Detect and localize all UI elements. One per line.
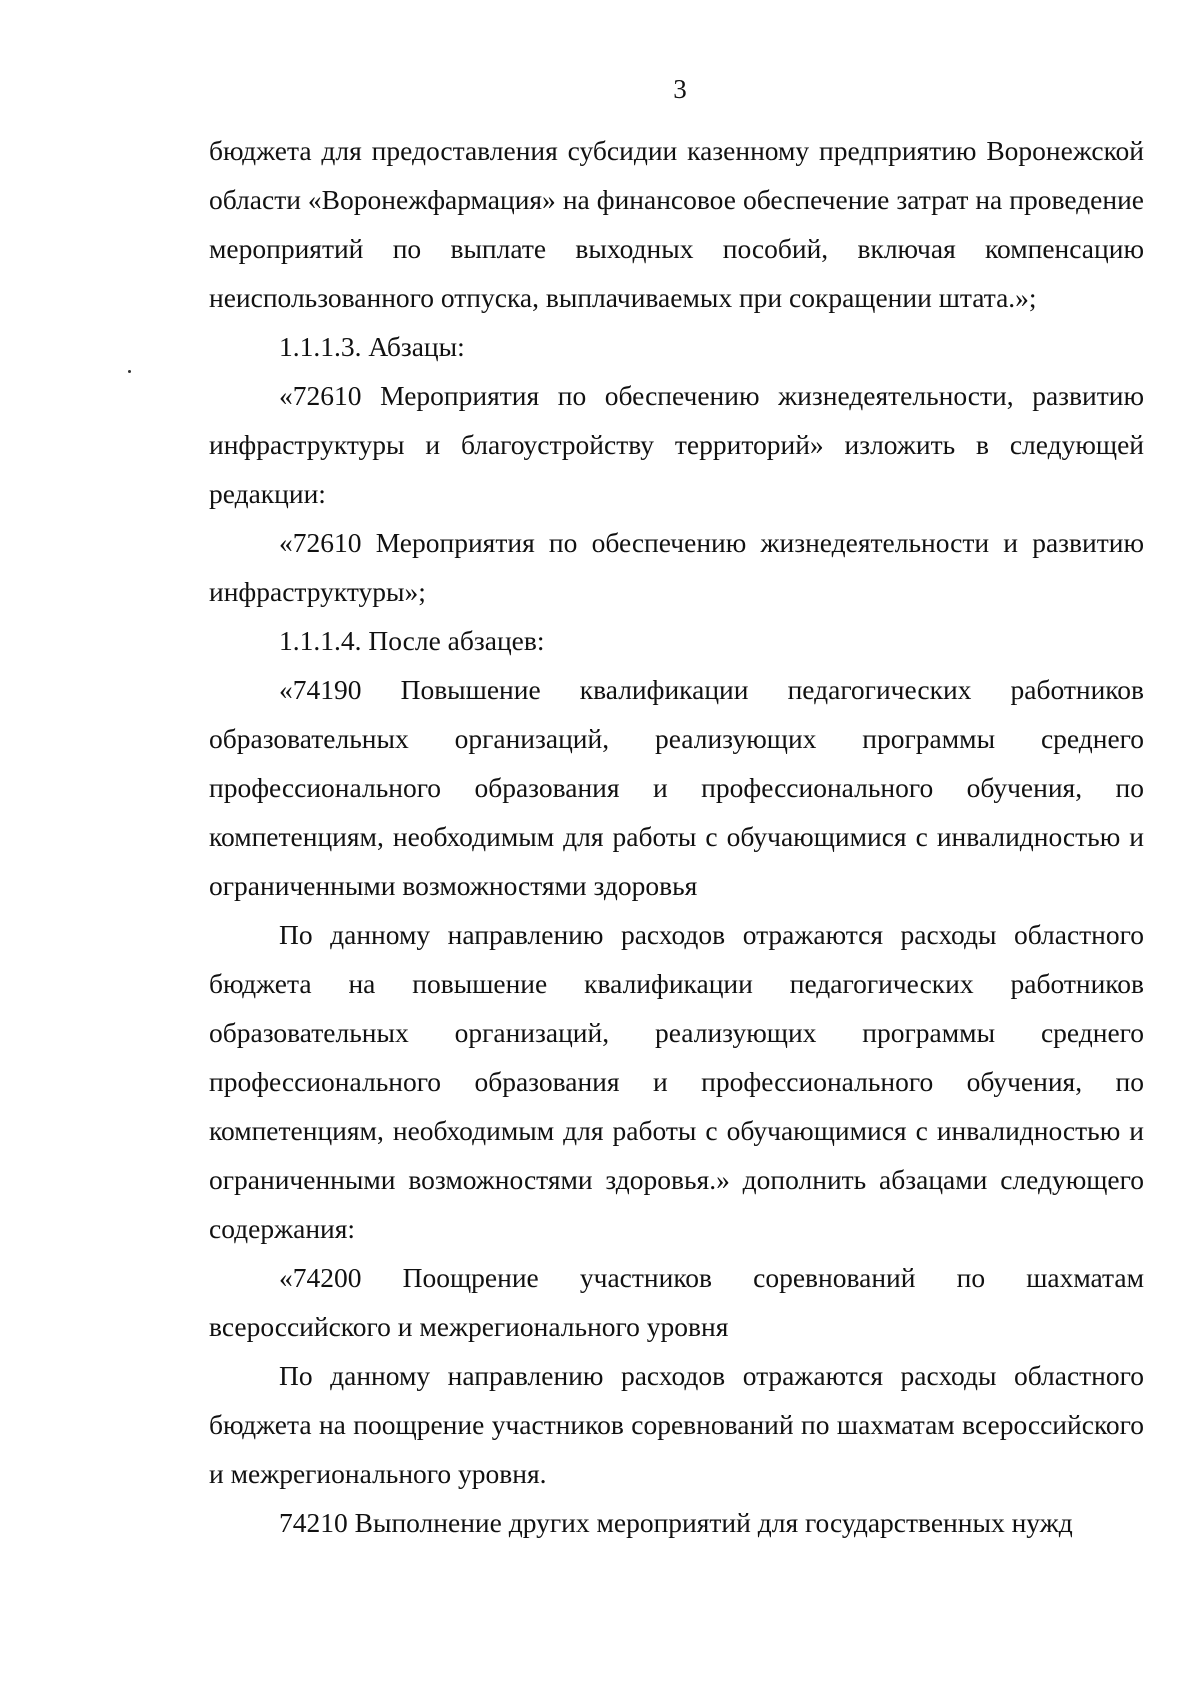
paragraph-72610-old: «72610 Мероприятия по обеспечению жизнедеятельности, развитию инфраструктуры и благоустройству территорий» изложить в следующей редакции: (209, 380, 1144, 509)
page-number: 3 (673, 74, 687, 104)
scan-speck (128, 370, 131, 373)
paragraph-74190-title: «74190 Повышение квалификации педагогических работников образовательных организаций, реализующих программы среднего профессионального образования и профессионального обучения, по компетенциям, необходимым для работы с обучающимися с инвалидностью и ограниченными возможностями здоровья (209, 674, 1144, 901)
paragraph-1-1-1-3-heading: 1.1.1.3. Абзацы: (279, 331, 465, 362)
paragraph-continuation: бюджета для предоставления субсидии казенному предприятию Воронежской области «Воронежфармация» на финансовое обеспечение затрат на проведение мероприятий по выплате выходных пособий, включая компенсацию неиспользованного отпуска, выплачиваемых при сокращении штата.»; (209, 135, 1144, 313)
paragraph-72610-new: «72610 Мероприятия по обеспечению жизнедеятельности и развитию инфраструктуры»; (209, 527, 1144, 607)
document-body (209, 126, 1144, 1547)
paragraph-1-1-1-4-heading: 1.1.1.4. После абзацев: (279, 625, 545, 656)
paragraph-74200-description: По данному направлению расходов отражаются расходы областного бюджета на поощрение участников соревнований по шахматам всероссийского и межрегионального уровня. (209, 1360, 1144, 1489)
paragraph-74190-description: По данному направлению расходов отражаются расходы областного бюджета на повышение квалификации педагогических работников образовательных организаций, реализующих программы среднего профессионального образования и профессионального обучения, по компетенциям, необходимым для работы с обучающимися с инвалидностью и ограниченными возможностями здоровья.» дополнить абзацами следующего содержания: (209, 919, 1144, 1244)
paragraph-74200-title: «74200 Поощрение участников соревнований по шахматам всероссийского и межрегионального уровня (209, 1262, 1144, 1342)
paragraph-74210-title: 74210 Выполнение других мероприятий для государственных нужд (279, 1507, 1073, 1538)
